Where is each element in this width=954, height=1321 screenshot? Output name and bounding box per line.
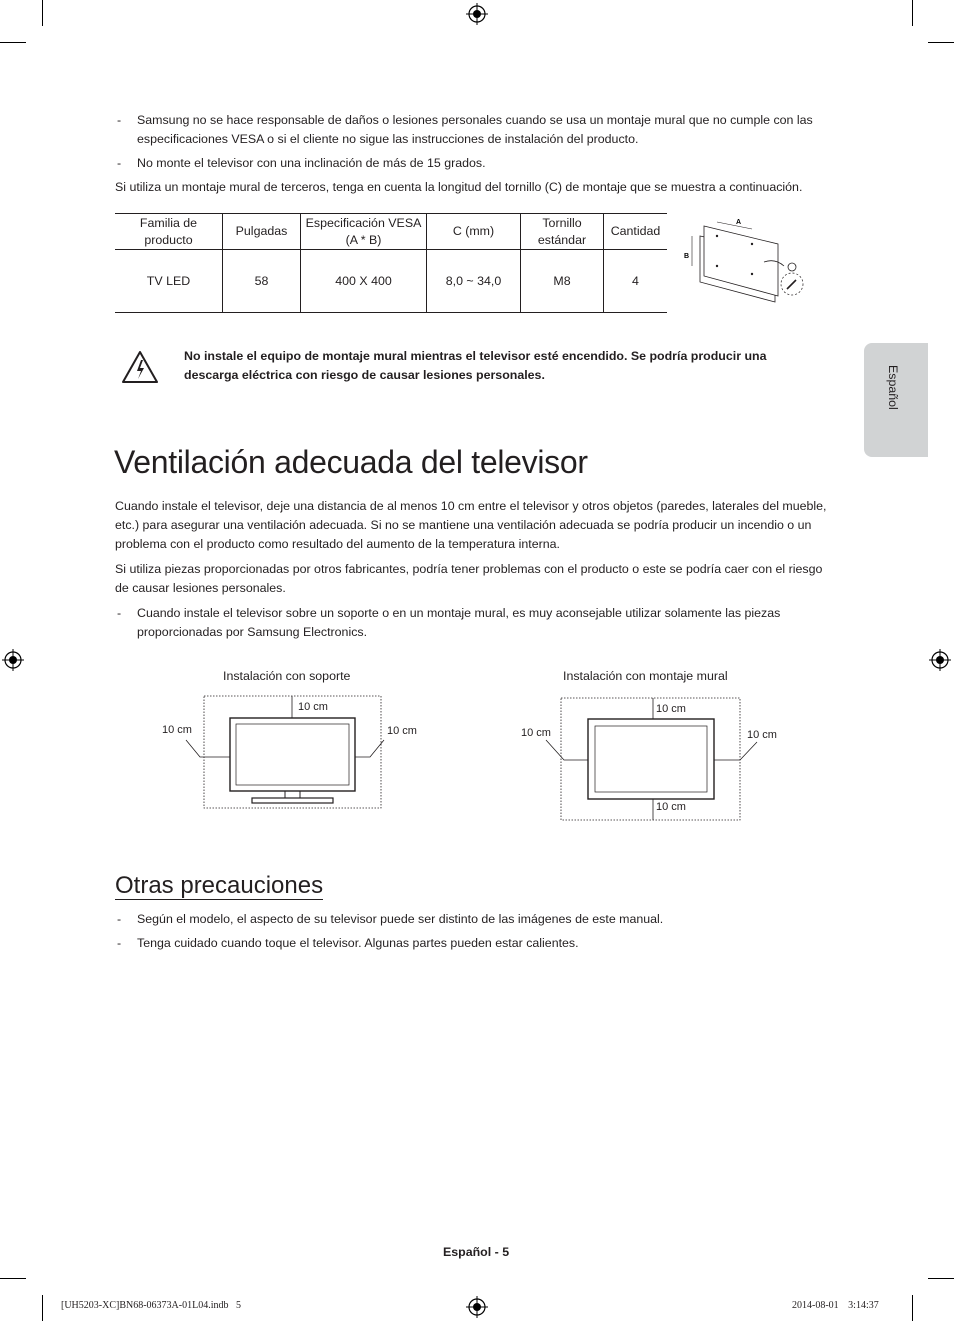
bullet-text: Según el modelo, el aspecto de su televisor puede ser distinto de las imágenes de este manual.: [137, 912, 664, 926]
table-cell: 400 X 400: [301, 250, 427, 313]
clearance-top-label: 10 cm: [656, 703, 686, 715]
clearance-right-label: 10 cm: [387, 725, 417, 737]
crop-mark: [928, 42, 954, 43]
table-cell: M8: [521, 250, 604, 313]
clearance-left-label: 10 cm: [521, 727, 551, 739]
page-number: Español - 5: [443, 1245, 510, 1259]
table-header-cell: C (mm): [427, 214, 521, 250]
bullet-text: No monte el televisor con una inclinación de más de 15 grados.: [137, 156, 486, 170]
page-title: Ventilación adecuada del televisor: [114, 444, 588, 480]
table-cell: 58: [223, 250, 301, 313]
list-item: - Cuando instale el televisor sobre un soporte o en un montaje mural, es muy aconsejable utilizar solamente las piezas proporcionadas por Samsung Electronics.: [117, 604, 837, 644]
clearance-right-label: 10 cm: [747, 729, 777, 741]
stand-installation-figure: [150, 690, 430, 815]
list-item: - Samsung no se hace responsable de daños o lesiones personales cuando se usa un montaje mural que no cumple con las especificaciones VESA o si el cliente no sigue las instrucciones de instalación del producto.: [117, 111, 837, 151]
registration-mark-icon: [466, 1296, 488, 1318]
paragraph: Si utiliza piezas proporcionadas por otros fabricantes, podría tener problemas con el producto o este se podría caer con el riesgo de causar lesiones personales.: [115, 562, 823, 595]
section-title-text: Otras precauciones: [115, 872, 324, 899]
list-item: - Tenga cuidado cuando toque el televisor. Algunas partes pueden estar calientes.: [117, 934, 837, 954]
table-header-cell: Tornillo estándar: [521, 214, 604, 250]
vesa-mount-diagram: [680, 214, 810, 304]
bullet-text: Cuando instale el televisor sobre un soporte o en un montaje mural, es muy aconsejable utilizar solamente las piezas proporcionadas por Samsung Electronics.: [137, 606, 781, 639]
crop-mark: [912, 0, 913, 26]
registration-mark-icon: [929, 649, 951, 671]
section-title: [115, 872, 323, 900]
table-header-cell: Pulgadas: [223, 214, 301, 250]
bullet-text: Samsung no se hace responsable de daños o lesiones personales cuando se usa un montaje mural que no cumple con las especificaciones VESA o si el cliente no sigue las instrucciones de instalación del producto.: [137, 113, 813, 146]
spec-table: [115, 214, 667, 312]
registration-mark-icon: [2, 649, 24, 671]
warning-text: No instale el equipo de montaje mural mientras el televisor esté encendido. Se podría producir una descarga eléctrica con riesgo de causar lesiones personales.: [184, 349, 767, 382]
crop-mark: [42, 1295, 43, 1321]
language-tab: [864, 343, 928, 457]
list-item: - Según el modelo, el aspecto de su televisor puede ser distinto de las imágenes de este manual.: [117, 910, 837, 930]
crop-mark: [42, 0, 43, 26]
table-cell: 8,0 ~ 34,0: [427, 250, 521, 313]
clearance-bottom-label: 10 cm: [656, 801, 686, 813]
bullet-text: Tenga cuidado cuando toque el televisor. Algunas partes pueden estar calientes.: [137, 936, 579, 950]
registration-mark-icon: [466, 3, 488, 25]
crop-mark: [0, 1278, 26, 1279]
table-header-cell: Cantidad: [604, 214, 668, 250]
list-item: - No monte el televisor con una inclinación de más de 15 grados.: [117, 154, 837, 174]
figure-title-stand: Instalación con soporte: [223, 669, 351, 683]
spec-table-wrap: [115, 213, 667, 313]
table-cell: 4: [604, 250, 668, 313]
figure-title-wall: Instalación con montaje mural: [563, 669, 728, 683]
table-header-row: [115, 214, 667, 250]
table-cell: TV LED: [146, 273, 191, 288]
table-row: [115, 250, 667, 313]
dimension-a-label: A: [736, 219, 742, 226]
crop-mark: [0, 42, 26, 43]
intro-paragraph: Si utiliza un montaje mural de terceros, tenga en cuenta la longitud del tornillo (C) de montaje que se muestra a continuación.: [115, 180, 803, 194]
footer-timestamp: 2014-08-01 3:14:37: [792, 1300, 879, 1311]
wall-installation-figure: [520, 690, 790, 825]
table-header-cell: Especificación VESA (A * B): [301, 214, 427, 250]
clearance-top-label: 10 cm: [298, 701, 328, 713]
table-header-cell: Familia de producto: [115, 214, 223, 250]
dimension-b-label: B: [684, 253, 690, 260]
footer-file-info: [UH5203-XC]BN68-06373A-01L04.indb 5: [61, 1300, 241, 1311]
clearance-left-label: 10 cm: [162, 724, 192, 736]
crop-mark: [912, 1295, 913, 1321]
language-tab-label: Español: [886, 365, 900, 410]
electric-shock-warning-icon: [121, 350, 159, 384]
paragraph: Cuando instale el televisor, deje una distancia de al menos 10 cm entre el televisor y otros objetos (paredes, laterales del mueble, etc.) para asegurar una ventilación adecuada. Si no se mantiene una ventilación adecuada se podría producir un incendio o un problema con el producto como resultado del aumento de la temperatura interna.: [115, 499, 827, 551]
crop-mark: [928, 1278, 954, 1279]
